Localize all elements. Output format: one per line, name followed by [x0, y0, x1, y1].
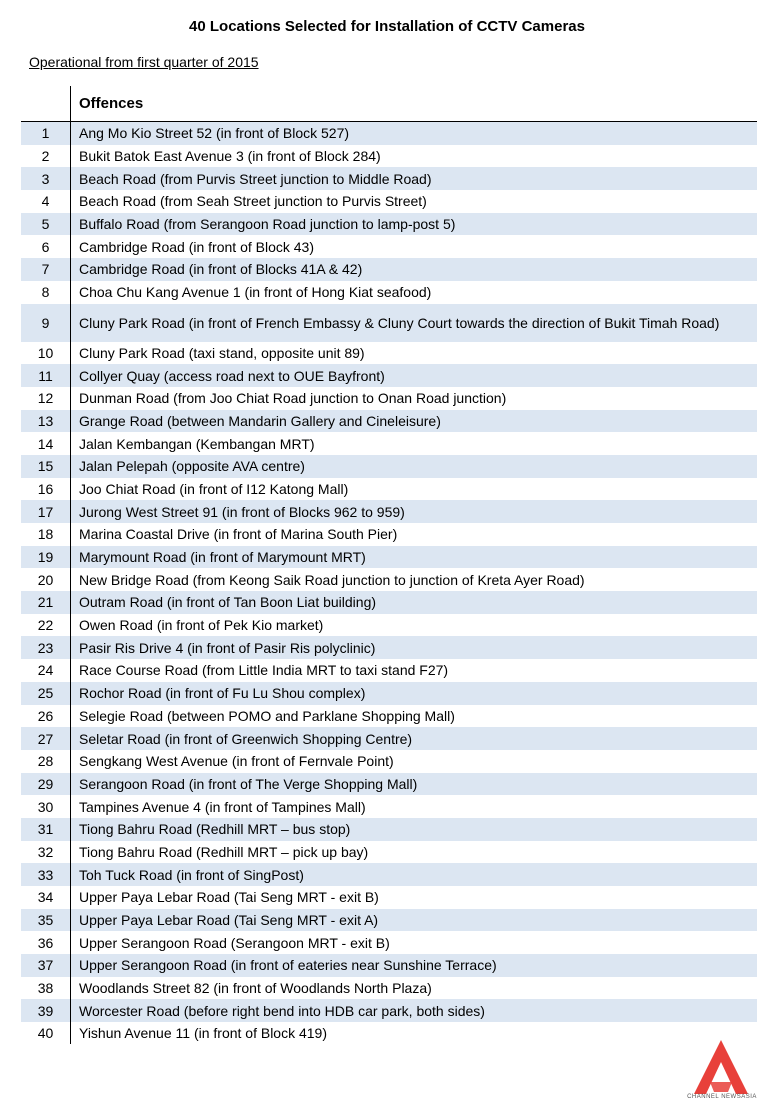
- row-location: Grange Road (between Mandarin Gallery and Cineleisure): [79, 412, 441, 429]
- table-row: [21, 568, 757, 591]
- row-location: Dunman Road (from Joo Chiat Road junction to Onan Road junction): [79, 390, 507, 407]
- row-location: Rochor Road (in front of Fu Lu Shou complex): [79, 685, 366, 702]
- locations-table: [21, 86, 757, 1045]
- row-number: 11: [38, 367, 53, 384]
- table-header: [21, 86, 757, 122]
- row-number: 26: [37, 707, 54, 724]
- table-row: [21, 795, 757, 818]
- row-location: Jalan Kembangan (Kembangan MRT): [79, 435, 315, 452]
- row-location: Marymount Road (in front of Marymount MRT): [79, 549, 366, 566]
- table-row: [21, 122, 757, 145]
- row-number: 28: [37, 753, 54, 770]
- column-divider: [70, 86, 71, 1044]
- row-number: 3: [41, 170, 50, 187]
- row-location: Jalan Pelepah (opposite AVA centre): [79, 458, 305, 475]
- row-location: Ang Mo Kio Street 52 (in front of Block 527): [79, 125, 350, 142]
- row-location: Cluny Park Road (taxi stand, opposite unit 89): [79, 344, 365, 361]
- row-number: 38: [37, 980, 54, 997]
- table-row: [21, 659, 757, 682]
- row-number: 6: [41, 238, 50, 255]
- row-location: Upper Paya Lebar Road (Tai Seng MRT - exit B): [79, 889, 379, 906]
- logo-wordmark: CHANNEL NEWSASIA: [687, 1094, 757, 1100]
- table-row: [21, 591, 757, 614]
- table-row: [21, 818, 757, 841]
- row-number: 31: [37, 821, 54, 838]
- row-number: 4: [41, 193, 50, 210]
- table-row: [21, 863, 757, 886]
- table-row: [21, 773, 757, 796]
- row-number: 39: [37, 1002, 54, 1019]
- table-row: [21, 909, 757, 932]
- row-number: 9: [41, 314, 50, 331]
- row-location: New Bridge Road (from Keong Saik Road junction to junction of Kreta Ayer Road): [79, 571, 585, 588]
- row-number: 13: [37, 412, 54, 429]
- row-location: Cambridge Road (in front of Block 43): [79, 238, 314, 255]
- row-number: 8: [41, 284, 50, 301]
- table-row: [21, 500, 757, 523]
- row-location: Bukit Batok East Avenue 3 (in front of Block 284): [79, 148, 381, 165]
- row-number: 33: [37, 866, 54, 883]
- table-body: [21, 122, 757, 1045]
- row-location: Tampines Avenue 4 (in front of Tampines Mall): [79, 798, 366, 815]
- row-location: Sengkang West Avenue (in front of Fernvale Point): [79, 753, 394, 770]
- row-number: 17: [37, 503, 54, 520]
- row-number: 18: [37, 526, 54, 543]
- row-location: Worcester Road (before right bend into HDB car park, both sides): [79, 1002, 485, 1019]
- table-row: [21, 145, 757, 168]
- table-row: [21, 546, 757, 569]
- row-number: 34: [37, 889, 54, 906]
- table-row: [21, 387, 757, 410]
- table-row: [21, 1022, 757, 1045]
- row-location: Toh Tuck Road (in front of SingPost): [79, 866, 304, 883]
- row-location: Seletar Road (in front of Greenwich Shopping Centre): [79, 730, 413, 747]
- table-row: [21, 190, 757, 213]
- table-row: [21, 931, 757, 954]
- table-row: [21, 705, 757, 728]
- table-row: [21, 954, 757, 977]
- row-number: 5: [41, 216, 50, 233]
- table-row: [21, 682, 757, 705]
- row-number: 36: [37, 934, 54, 951]
- row-location: Tiong Bahru Road (Redhill MRT – bus stop): [79, 821, 351, 838]
- table-row: [21, 455, 757, 478]
- table-row: [21, 364, 757, 387]
- row-location: Woodlands Street 82 (in front of Woodlands North Plaza): [79, 980, 432, 997]
- row-number: 24: [37, 662, 54, 679]
- table-row: [21, 478, 757, 501]
- table-row: [21, 727, 757, 750]
- row-number: 30: [37, 798, 54, 815]
- row-location: Beach Road (from Seah Street junction to Purvis Street): [79, 193, 427, 210]
- table-row: [21, 977, 757, 1000]
- table-row: [21, 886, 757, 909]
- table-row: [21, 523, 757, 546]
- table-row: [21, 841, 757, 864]
- row-number: 16: [37, 480, 54, 497]
- table-row: [21, 636, 757, 659]
- row-location: Marina Coastal Drive (in front of Marina South Pier): [79, 526, 398, 543]
- table-row: [21, 614, 757, 637]
- row-location: Owen Road (in front of Pek Kio market): [79, 617, 324, 634]
- row-location: Beach Road (from Purvis Street junction to Middle Road): [79, 170, 432, 187]
- row-number: 23: [37, 639, 54, 656]
- subtitle: Operational from first quarter of 2015: [29, 54, 259, 70]
- row-location: Cluny Park Road (in front of French Embassy & Cluny Court towards the direction of Bukit Timah Road): [79, 314, 720, 331]
- row-location: Selegie Road (between POMO and Parklane Shopping Mall): [79, 707, 455, 724]
- row-location: Yishun Avenue 11 (in front of Block 419): [79, 1025, 328, 1042]
- row-number: 27: [37, 730, 54, 747]
- table-row: [21, 410, 757, 433]
- row-number: 40: [37, 1025, 54, 1042]
- row-number: 20: [37, 571, 54, 588]
- table-row: [21, 432, 757, 455]
- row-location: Upper Serangoon Road (Serangoon MRT - exit B): [79, 934, 390, 951]
- row-number: 2: [41, 148, 50, 165]
- table-row: [21, 342, 757, 365]
- row-number: 7: [41, 261, 50, 278]
- row-location: Jurong West Street 91 (in front of Blocks 962 to 959): [79, 503, 405, 520]
- row-location: Upper Serangoon Road (in front of eateries near Sunshine Terrace): [79, 957, 497, 974]
- row-number: 32: [37, 843, 54, 860]
- row-location: Collyer Quay (access road next to OUE Bayfront): [79, 367, 385, 384]
- row-number: 35: [37, 912, 54, 929]
- row-number: 1: [41, 125, 50, 142]
- row-number: 37: [37, 957, 54, 974]
- row-number: 15: [37, 458, 54, 475]
- table-row: [21, 281, 757, 304]
- row-location: Serangoon Road (in front of The Verge Shopping Mall): [79, 775, 418, 792]
- row-location: Choa Chu Kang Avenue 1 (in front of Hong Kiat seafood): [79, 284, 432, 301]
- row-number: 21: [37, 594, 54, 611]
- page-title: 40 Locations Selected for Installation of CCTV Cameras: [189, 18, 585, 35]
- table-row: [21, 999, 757, 1022]
- row-number: 25: [37, 685, 54, 702]
- row-location: Tiong Bahru Road (Redhill MRT – pick up bay): [79, 843, 369, 860]
- row-location: Buffalo Road (from Serangoon Road junction to lamp-post 5): [79, 216, 456, 233]
- table-row: [21, 750, 757, 773]
- row-location: Cambridge Road (in front of Blocks 41A & 42): [79, 261, 363, 278]
- row-location: Pasir Ris Drive 4 (in front of Pasir Ris polyclinic): [79, 639, 376, 656]
- table-row: [21, 258, 757, 281]
- row-location: Upper Paya Lebar Road (Tai Seng MRT - exit A): [79, 912, 379, 929]
- row-number: 19: [37, 549, 54, 566]
- table-row: [21, 213, 757, 236]
- row-location: Joo Chiat Road (in front of I12 Katong Mall): [79, 480, 349, 497]
- row-location: Race Course Road (from Little India MRT to taxi stand F27): [79, 662, 449, 679]
- row-number: 22: [37, 617, 54, 634]
- header-offences: Offences: [79, 95, 144, 112]
- row-number: 12: [37, 390, 54, 407]
- row-number: 10: [37, 344, 54, 361]
- table-row: [21, 167, 757, 190]
- table-row: [21, 235, 757, 258]
- row-location: Outram Road (in front of Tan Boon Liat building): [79, 594, 377, 611]
- row-number: 14: [37, 435, 54, 452]
- row-number: 29: [37, 775, 54, 792]
- table-row: [21, 304, 757, 342]
